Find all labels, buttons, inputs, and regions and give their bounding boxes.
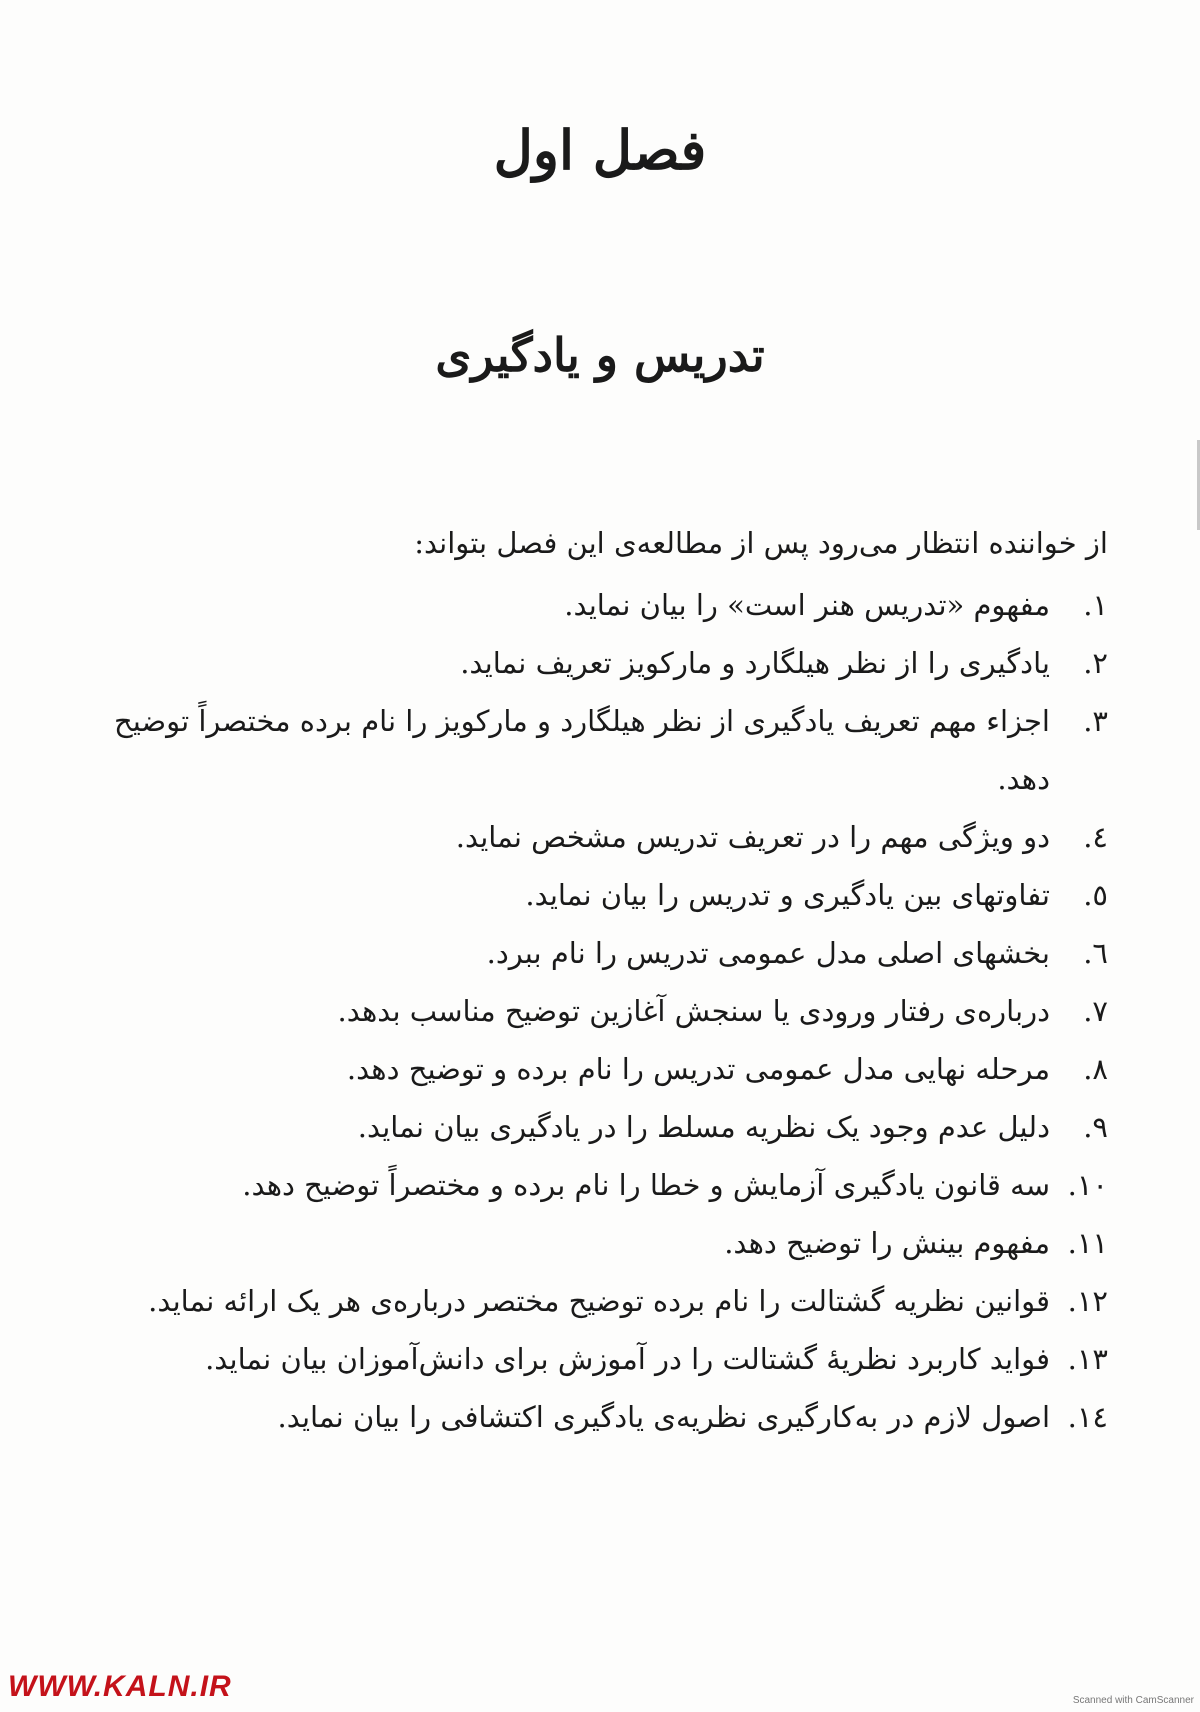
objective-number: ۲. [1083,646,1108,680]
objective-text: دلیل عدم وجود یک نظریه مسلط را در یادگیری بیان نماید. [357,1110,1050,1144]
section-title: تدریس و یادگیری [435,328,765,382]
objective-item [98,808,1108,866]
objective-number: ۱٤. [1067,1400,1108,1434]
objective-text: مفهوم «تدریس هنر است» را بیان نماید. [564,588,1050,622]
objective-text: دو ویژگی مهم را در تعریف تدریس مشخص نماید. [455,820,1050,854]
scanner-watermark: Scanned with CamScanner [1072,1695,1194,1706]
objective-text: تفاوتهای بین یادگیری و تدریس را بیان نماید. [525,878,1050,912]
objective-item [98,982,1108,1040]
objective-text: اجزاء مهم تعریف یادگیری از نظر هیلگارد و مارکویز را نام برده مختصراً توضیح دهد. [114,704,1050,796]
objective-item [98,866,1108,924]
objective-number: ۱۳. [1067,1342,1108,1376]
objectives-list [98,576,1108,1446]
objective-number: ٦. [1083,936,1108,970]
objective-item [98,1156,1108,1214]
objective-number: ٥. [1083,878,1108,912]
objective-item [98,634,1108,692]
objective-item [98,1388,1108,1446]
objective-item [98,1272,1108,1330]
objective-text: اصول لازم در به‌کارگیری نظریه‌ی یادگیری اکتشافی را بیان نماید. [277,1400,1050,1434]
objective-item [98,1040,1108,1098]
objective-item [98,1214,1108,1272]
intro-paragraph: از خواننده انتظار می‌رود پس از مطالعه‌ی این فصل بتواند: [414,526,1108,560]
objective-item [98,692,1108,808]
objective-text: یادگیری را از نظر هیلگارد و مارکویز تعریف نماید. [460,646,1050,680]
objective-text: بخشهای اصلی مدل عمومی تدریس را نام ببرد. [486,936,1050,970]
objective-text: قوانین نظریه گشتالت را نام برده توضیح مختصر درباره‌ی هر یک ارائه نماید. [148,1284,1050,1318]
site-watermark: WWW.KALN.IR [8,1670,232,1703]
objective-number: ۹. [1083,1110,1108,1144]
objective-number: ۱۲. [1067,1284,1108,1318]
objective-item [98,1330,1108,1388]
objective-number: ۱۰. [1067,1168,1108,1202]
objective-number: ۸. [1083,1052,1108,1086]
objective-text: درباره‌ی رفتار ورودی یا سنجش آغازین توضیح مناسب بدهد. [337,994,1050,1028]
objective-number: ۱. [1083,588,1108,622]
objective-item [98,1098,1108,1156]
objective-item [98,924,1108,982]
objective-number: ۷. [1083,994,1108,1028]
objective-text: مرحله نهایی مدل عمومی تدریس را نام برده و توضیح دهد. [346,1052,1050,1086]
objective-number: ۱۱. [1067,1226,1108,1260]
objective-number: ۳. [1083,704,1108,738]
objective-item [98,576,1108,634]
objective-number: ٤. [1083,820,1108,854]
chapter-title: فصل اول [493,118,707,182]
objective-text: مفهوم بینش را توضیح دهد. [724,1226,1050,1260]
objective-text: فواید کاربرد نظریهٔ گشتالت را در آموزش برای دانش‌آموزان بیان نماید. [205,1342,1050,1376]
objective-text: سه قانون یادگیری آزمایش و خطا را نام برده و مختصراً توضیح دهد. [242,1168,1050,1202]
